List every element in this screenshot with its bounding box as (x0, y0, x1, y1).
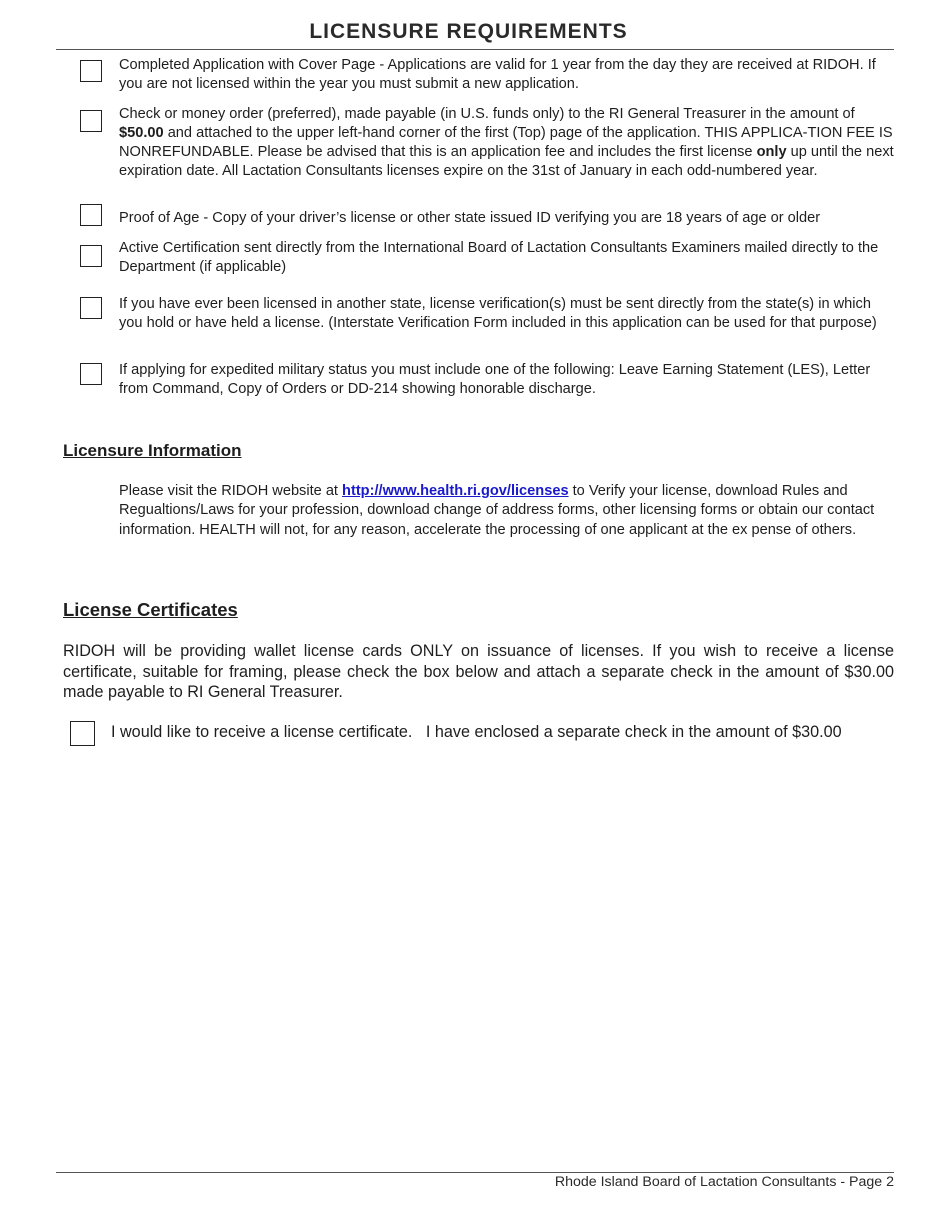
fee-text-after: up until the next expiration date. All Lactation Consultants licenses expire on the 31st of January in each odd-numbered year. (119, 144, 894, 179)
fee-amount: $50.00 (119, 125, 164, 141)
requirement-checkbox[interactable] (80, 297, 102, 319)
licensure-info-paragraph (119, 482, 879, 540)
requirement-text: If applying for expedited military status you must include one of the following: Leave Earning Statement (LES), Letter from Command, Copy of Orders or DD-214 showing honorable discharge. (119, 362, 871, 397)
requirement-text (119, 105, 894, 181)
footer-divider (56, 1172, 894, 1173)
requirement-checkbox[interactable] (80, 363, 102, 385)
licenses-link[interactable]: http://www.health.ri.gov/licenses (342, 483, 569, 499)
certificate-request-label: I would like to receive a license certificate. I have enclosed a separate check in the amount of $30.00 (111, 723, 842, 741)
requirement-text: Active Certification sent directly from the International Board of Lactation Consultants Examiners mailed directly to the Department (if applicable) (119, 240, 879, 275)
requirement-checkbox[interactable] (80, 204, 102, 226)
info-text-before: Please visit the RIDOH website at (119, 483, 343, 499)
page-footer: Rhode Island Board of Lactation Consultants - Page 2 (554, 1174, 894, 1190)
license-certificates-heading: License Certificates (63, 599, 238, 620)
requirement-text: Proof of Age - Copy of your driver’s license or other state issued ID verifying you are 18 years of age or older (119, 210, 821, 226)
fee-emphasis: only (756, 144, 787, 160)
page-title: LICENSURE REQUIREMENTS (309, 20, 628, 43)
certificates-paragraph: RIDOH will be providing wallet license cards ONLY on issuance of licenses. If you wish to receive a license certificate, suitable for framing, please check the box below and attach a separate check in the amount of $30.00 made payable to RI General Treasurer. (63, 642, 894, 701)
requirement-checkbox[interactable] (80, 245, 102, 267)
fee-text-before: Check or money order (preferred), made payable (in U.S. funds only) to the RI General Treasurer in the amount of (119, 106, 855, 122)
title-divider (56, 49, 894, 50)
certificate-request-checkbox[interactable] (70, 721, 95, 746)
requirement-text: If you have ever been licensed in another state, license verification(s) must be sent directly from the state(s) in which you hold or have held a license. (Interstate Verification Form included in this application can be used for that purpose) (119, 296, 877, 331)
requirement-text: Completed Application with Cover Page - Applications are valid for 1 year from the day they are received at RIDOH. If you are not licensed within the year you must submit a new application. (119, 57, 876, 92)
requirement-checkbox[interactable] (80, 60, 102, 82)
fee-text-middle: and attached to the upper left-hand corner of the first (Top) page of the application. THIS APPLICA-TION FEE IS NONREFUNDABLE. Please be advised that this is an application fee and includes the first license (119, 125, 893, 160)
info-text-after: to Verify your license, download Rules and Regualtions/Laws for your profession, download change of address forms, other licensing forms or obtain our contact information. HEALTH will not, for any reason, accelerate the processing of one applicant at the ex pense of others. (119, 483, 875, 538)
licensure-info-heading: Licensure Information (63, 441, 242, 460)
requirement-checkbox[interactable] (80, 110, 102, 132)
